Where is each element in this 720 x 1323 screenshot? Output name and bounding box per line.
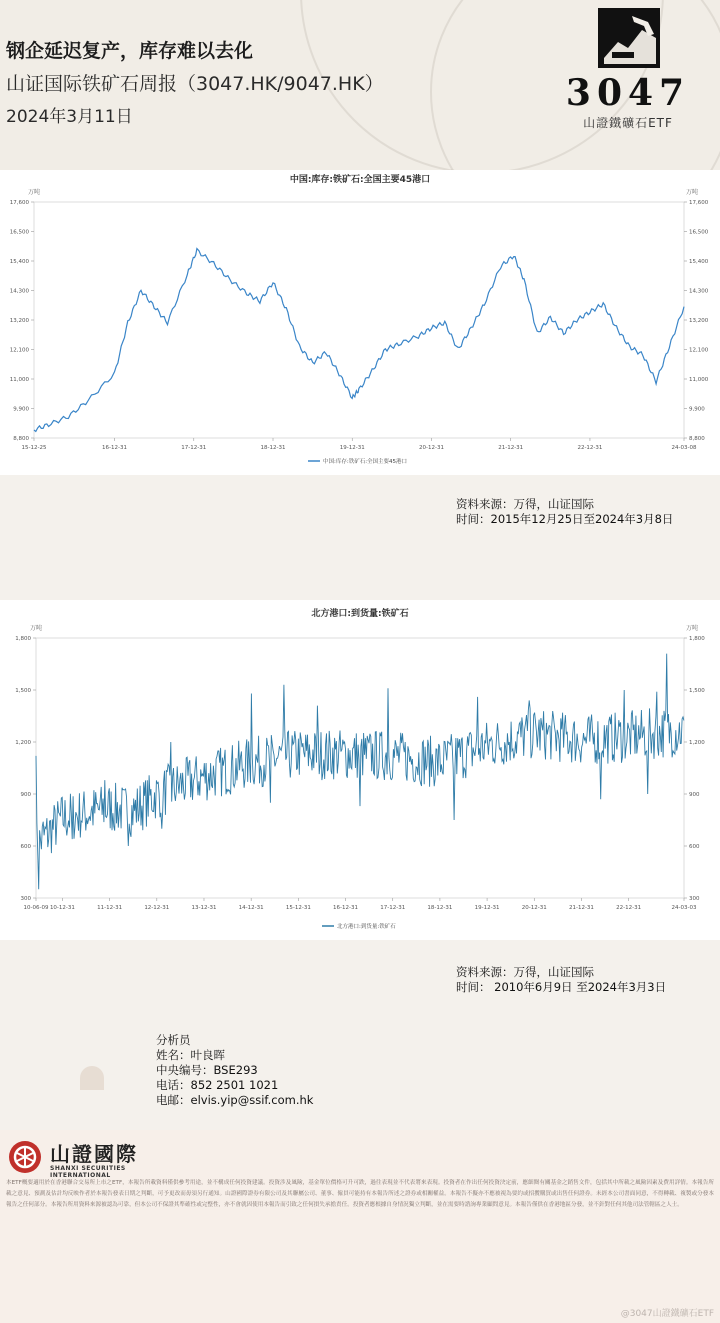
plot-frame: [34, 202, 684, 438]
analyst-id: 中央编号：BSE293: [156, 1063, 258, 1077]
x-tick-label: 20-12-31: [521, 905, 547, 911]
y-tick-label-right: 1,800: [689, 636, 705, 642]
company-name: 山證國際: [50, 1142, 138, 1166]
chart-title: 北方港口:到货量:铁矿石: [311, 609, 409, 619]
x-tick-label: 19-12-31: [339, 445, 365, 451]
x-tick-label: 17-12-31: [181, 445, 207, 451]
y-tick-label-right: 1,200: [689, 740, 705, 746]
x-tick-label: 17-12-31: [380, 905, 406, 911]
header: [6, 36, 384, 127]
y-tick-label-left: 8,800: [13, 436, 29, 442]
y-tick-label-right: 600: [689, 844, 700, 850]
x-tick-label: 15-12-25: [21, 445, 47, 451]
port-inventory-chart: [0, 170, 720, 475]
y-tick-label-left: 600: [20, 844, 31, 850]
x-tick-label: 11-12-31: [97, 905, 123, 911]
x-tick-label: 20-12-31: [418, 445, 444, 451]
y-tick-label-right: 1,500: [689, 688, 705, 694]
x-tick-label: 10-12-31: [49, 905, 75, 911]
y-tick-label-right: 16,500: [689, 229, 709, 236]
etf-code: 3047: [565, 72, 691, 114]
y-tick-label-left: 13,200: [9, 318, 29, 324]
chart-panel-port-inventory: [0, 170, 720, 475]
y-tick-label-left: 1,800: [15, 636, 31, 642]
analyst-info: [156, 1033, 313, 1108]
y-tick-label-left: 15,400: [9, 259, 29, 265]
analyst-email[interactable]: 电邮：elvis.yip@ssif.com.hk: [156, 1093, 314, 1107]
report-title: 钢企延迟复产，库存难以去化: [6, 40, 254, 62]
chart-panel-north-port-arrivals: [0, 600, 720, 940]
y-tick-label-right: 17,600: [689, 200, 709, 206]
x-tick-label: 13-12-31: [191, 905, 217, 911]
x-tick-label: 12-12-31: [144, 905, 170, 911]
x-tick-label: 22-12-31: [577, 445, 603, 451]
excavator-icon: [598, 8, 660, 68]
source-text: 资料来源：万得，山证国际: [456, 965, 594, 979]
shanxi-securities-logo-icon: [8, 1140, 42, 1174]
x-tick-label: 21-12-31: [498, 445, 524, 451]
north-port-arrivals-chart: [0, 600, 720, 940]
x-tick-label: 16-12-31: [333, 905, 359, 911]
source-period: 时间：2015年12月25日至2024年3月8日: [456, 512, 674, 526]
source-text: 资料来源：万得，山证国际: [456, 497, 594, 511]
y-tick-label-right: 9,900: [689, 406, 705, 413]
y-tick-label-left: 14,300: [9, 288, 29, 295]
y-tick-label-left: 11,000: [9, 377, 29, 383]
legend-label: 北方港口:到货量:铁矿石: [337, 924, 396, 930]
y-tick-label-right: 8,800: [689, 436, 705, 442]
y-tick-label-right: 13,200: [689, 318, 709, 324]
y-tick-label-left: 9,900: [13, 406, 29, 413]
chart1-source: [456, 497, 673, 527]
x-tick-label: 18-12-31: [260, 445, 286, 451]
source-period: 时间： 2010年6月9日 至2024年3月3日: [456, 980, 667, 994]
y-tick-label-right: 300: [689, 896, 700, 902]
disclaimer: 本ETF概要適用於在香港聯合交易所上市之ETF，本報告所載資料僅供參考用途，並不構成任何投資建議。投資涉及風險，基金單位價格可升可跌，過往表現並不代表將來表現。投資者在作出任何投資決定前，應細閱有關基金之銷售文件，包括其中所載之風險因素及費用詳情。本報告所載之意見、預測及估計均反映作者於本報告發表日期之判斷，可予更改而毋須另行通知。山證國際證券有限公司及其聯屬公司、董事、僱員可能持有本報告所述之證券或相關權益。本報告不擬亦不應被視為要約或招攬購買或出售任何證券。未經本公司書面同意，不得轉載、複製或分發本報告之任何部分。本報告所用資料來源被認為可靠，但本公司不保證其準確性或完整性，亦不會就因使用本報告而引致之任何損失承擔責任。投資者應根據自身情況獨立判斷，並在需要時諮詢專業顧問意見。本報告僅供在香港地區分發，並不針對任何其他司法管轄區之人士。: [6, 1180, 714, 1209]
x-tick-label: 24-03-03: [671, 905, 697, 911]
series-line-north-port-arrivals: [36, 654, 684, 890]
y-tick-label-left: 1,500: [15, 688, 31, 694]
report-date: 2024年3月11日: [6, 107, 133, 127]
y-tick-label-right: 14,300: [689, 288, 709, 295]
company-logo: [8, 1138, 188, 1178]
footer: [0, 1130, 720, 1323]
y-unit-right: 万吨: [686, 625, 699, 632]
x-tick-label: 19-12-31: [474, 905, 500, 911]
chart-title: 中国:库存:铁矿石:全国主要45港口: [289, 175, 431, 185]
analyst-name: 姓名：叶良晖: [156, 1048, 225, 1062]
y-tick-label-left: 900: [20, 792, 31, 798]
y-tick-label-right: 15,400: [689, 259, 709, 265]
x-tick-label: 24-03-08: [671, 445, 697, 451]
y-tick-label-left: 17,600: [9, 200, 29, 206]
x-tick-label: 22-12-31: [616, 905, 642, 911]
y-tick-label-right: 12,100: [689, 347, 709, 354]
plot-frame: [36, 638, 684, 898]
analyst-phone: 电话：852 2501 1021: [156, 1078, 279, 1092]
y-tick-label-left: 1,200: [15, 740, 31, 746]
x-tick-label: 14-12-31: [238, 905, 264, 911]
y-unit-left: 万吨: [28, 189, 41, 196]
etf-name: 山證鐵礦石ETF: [583, 116, 673, 130]
etf-logo: [562, 6, 694, 134]
y-tick-label-left: 300: [20, 896, 31, 902]
chart2-source: [456, 965, 666, 995]
x-tick-label: 10-06-09: [23, 905, 49, 911]
y-unit-right: 万吨: [686, 189, 699, 196]
x-tick-label: 21-12-31: [568, 905, 594, 911]
y-unit-left: 万吨: [30, 625, 43, 632]
series-line-port-inventory: [34, 249, 684, 432]
x-tick-label: 15-12-31: [285, 905, 311, 911]
analyst-role: 分析员: [156, 1033, 191, 1047]
y-tick-label-left: 16,500: [9, 229, 29, 236]
watermark: @3047山證鐵礦石ETF: [620, 1309, 714, 1319]
x-tick-label: 16-12-31: [102, 445, 128, 451]
company-name-en: SHANXI SECURITIES INTERNATIONAL: [50, 1165, 126, 1179]
legend-label: 中国:库存:铁矿石:全国主要45港口: [323, 459, 408, 465]
decor-semicircle: [80, 1066, 104, 1090]
y-tick-label-left: 12,100: [9, 347, 29, 354]
y-tick-label-right: 900: [689, 792, 700, 798]
x-tick-label: 18-12-31: [427, 905, 453, 911]
y-tick-label-right: 11,000: [689, 377, 709, 383]
report-subtitle: 山证国际铁矿石周报（3047.HK/9047.HK）: [6, 73, 384, 95]
